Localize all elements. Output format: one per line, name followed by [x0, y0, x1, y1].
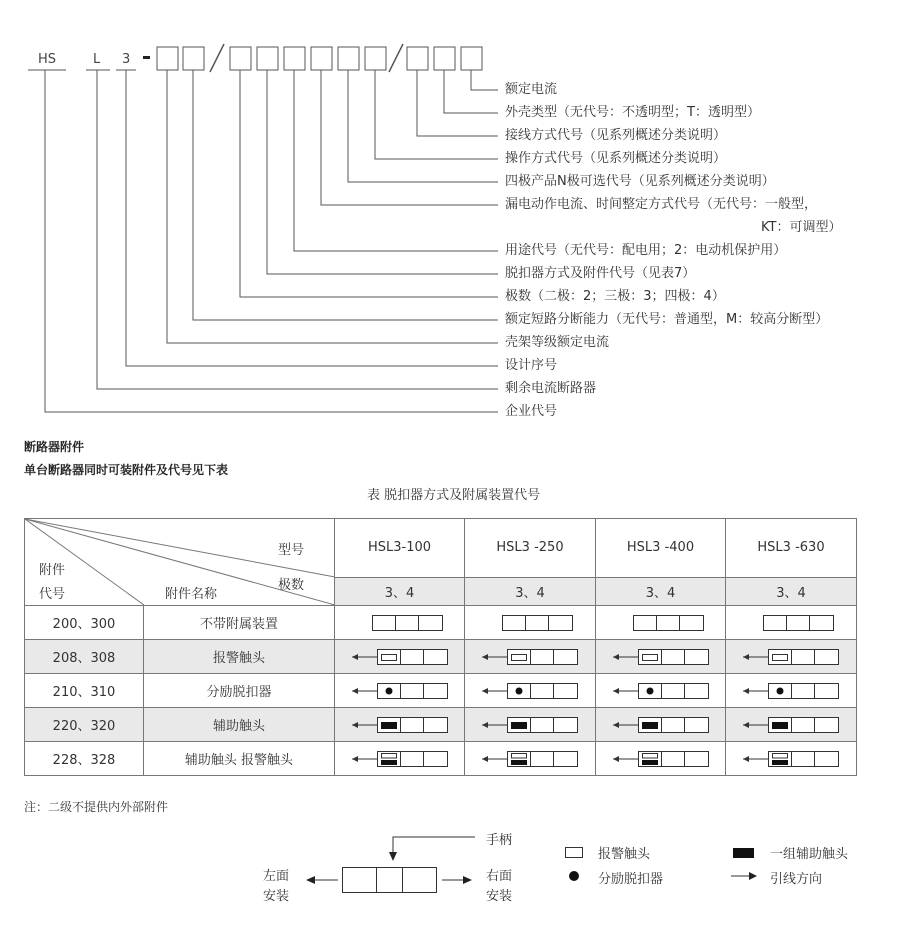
section-title: 断路器附件 — [24, 440, 85, 454]
row-name: 报警触头 — [144, 640, 335, 674]
desc-design-number: 设计序号 — [505, 358, 558, 373]
legend-left-label-1: 左面 — [263, 869, 290, 884]
symbol-alarm — [743, 648, 839, 666]
symbol-cell — [335, 606, 465, 640]
table-row — [25, 606, 857, 640]
corner-accessory-label: 附件 — [39, 563, 66, 578]
desc-frame-current: 壳架等级额定电流 — [505, 335, 610, 350]
symbol-shunt — [743, 682, 839, 700]
symbol-aux — [352, 716, 448, 734]
symbol-cell — [596, 708, 726, 742]
symbol-cell — [335, 742, 465, 776]
legend-symbols-right — [730, 843, 760, 883]
table-row — [25, 640, 857, 674]
row-name: 辅助触头 报警触头 — [144, 742, 335, 776]
corner-poles-label: 极数 — [277, 578, 304, 593]
row-code: 220、320 — [25, 708, 144, 742]
desc-breaking-capacity: 额定短路分断能力（无代号：普通型，M：较高分断型） — [505, 312, 829, 327]
legend-shunt-label: 分励脱扣器 — [598, 872, 664, 887]
symbol-cell — [596, 674, 726, 708]
legend-handle-label: 手柄 — [486, 833, 513, 848]
model-header-100: HSL3-100 — [335, 519, 465, 578]
desc-enclosure-type: 外壳类型（无代号：不透明型；T：透明型） — [505, 105, 760, 120]
symbol-cell — [726, 708, 857, 742]
desc-trip-accessory: 脱扣器方式及附件代号（见表7） — [505, 266, 696, 281]
code-leader-lines — [0, 0, 900, 430]
legend-alarm-label: 报警触头 — [598, 847, 651, 862]
symbol-cell — [335, 640, 465, 674]
legend-right-label-2: 安装 — [486, 889, 513, 904]
table-row — [25, 742, 857, 776]
section-subtitle: 单台断路器同时可装附件及代号见下表 — [24, 463, 229, 477]
symbol-cell — [465, 640, 596, 674]
note-text: 注：二级不提供内外部附件 — [24, 800, 169, 814]
symbol-aux — [613, 716, 709, 734]
code-hs: HS — [38, 52, 57, 67]
desc-company-code: 企业代号 — [505, 404, 558, 419]
symbol-none — [748, 614, 834, 632]
symbol-cell — [726, 640, 857, 674]
desc-rated-current: 额定电流 — [505, 82, 558, 97]
symbol-shunt — [352, 682, 448, 700]
symbol-none — [618, 614, 704, 632]
symbol-aux-alarm — [352, 750, 448, 768]
row-code: 200、300 — [25, 606, 144, 640]
row-code: 228、328 — [25, 742, 144, 776]
row-name: 分励脱扣器 — [144, 674, 335, 708]
legend-aux-label: 一组辅助触头 — [770, 847, 849, 862]
row-code: 208、308 — [25, 640, 144, 674]
row-name: 不带附属装置 — [144, 606, 335, 640]
symbol-cell — [335, 708, 465, 742]
desc-poles: 极数（二极：2；三极：3；四极：4） — [505, 289, 725, 304]
symbol-alarm — [482, 648, 578, 666]
symbol-cell — [335, 674, 465, 708]
row-name: 辅助触头 — [144, 708, 335, 742]
desc-operation: 操作方式代号（见系列概述分类说明） — [505, 151, 727, 166]
symbol-shunt — [482, 682, 578, 700]
symbol-alarm — [613, 648, 709, 666]
legend-right-label-1: 右面 — [486, 869, 513, 884]
poles-cell: 3、4 — [335, 577, 465, 605]
desc-usage: 用途代号（无代号：配电用；2：电动机保护用） — [505, 243, 787, 258]
symbol-shunt — [613, 682, 709, 700]
corner-name-label: 附件名称 — [165, 587, 218, 602]
symbol-cell — [465, 606, 596, 640]
symbol-aux — [743, 716, 839, 734]
desc-leakage-cont: KT：可调型） — [761, 220, 842, 235]
desc-wiring: 接线方式代号（见系列概述分类说明） — [505, 128, 727, 143]
symbol-cell — [465, 674, 596, 708]
symbol-cell — [726, 606, 857, 640]
symbol-aux-alarm — [482, 750, 578, 768]
symbol-alarm — [352, 648, 448, 666]
legend-symbols-left — [563, 843, 587, 883]
model-header-400: HSL3 -400 — [596, 519, 726, 578]
table-corner-header — [25, 519, 335, 606]
desc-leakage: 漏电动作电流、时间整定方式代号（无代号：一般型， — [505, 197, 818, 212]
symbol-cell — [726, 742, 857, 776]
legend-direction-label: 引线方向 — [770, 872, 823, 887]
symbol-cell — [596, 742, 726, 776]
corner-model-label: 型号 — [277, 543, 304, 558]
symbol-cell — [465, 742, 596, 776]
desc-n-pole: 四极产品N极可选代号（见系列概述分类说明） — [505, 174, 775, 189]
poles-cell: 3、4 — [726, 577, 857, 605]
poles-cell: 3、4 — [596, 577, 726, 605]
table-caption: 表 脱扣器方式及附属装置代号 — [367, 488, 541, 503]
model-header-630: HSL3 -630 — [726, 519, 857, 578]
poles-cell: 3、4 — [465, 577, 596, 605]
symbol-cell — [726, 674, 857, 708]
symbol-none — [357, 614, 443, 632]
symbol-aux-alarm — [743, 750, 839, 768]
desc-rcd: 剩余电流断路器 — [505, 381, 597, 396]
corner-code-label: 代号 — [39, 587, 66, 602]
model-header-250: HSL3 -250 — [465, 519, 596, 578]
symbol-cell — [596, 606, 726, 640]
accessory-table — [24, 518, 857, 776]
symbol-cell — [596, 640, 726, 674]
table-row — [25, 708, 857, 742]
symbol-aux — [482, 716, 578, 734]
symbol-aux-alarm — [613, 750, 709, 768]
table-row — [25, 674, 857, 708]
legend-left-label-2: 安装 — [263, 889, 290, 904]
symbol-cell — [465, 708, 596, 742]
code-l: L — [93, 52, 101, 67]
symbol-none — [487, 614, 573, 632]
row-code: 210、310 — [25, 674, 144, 708]
code-3: 3 — [122, 52, 131, 67]
